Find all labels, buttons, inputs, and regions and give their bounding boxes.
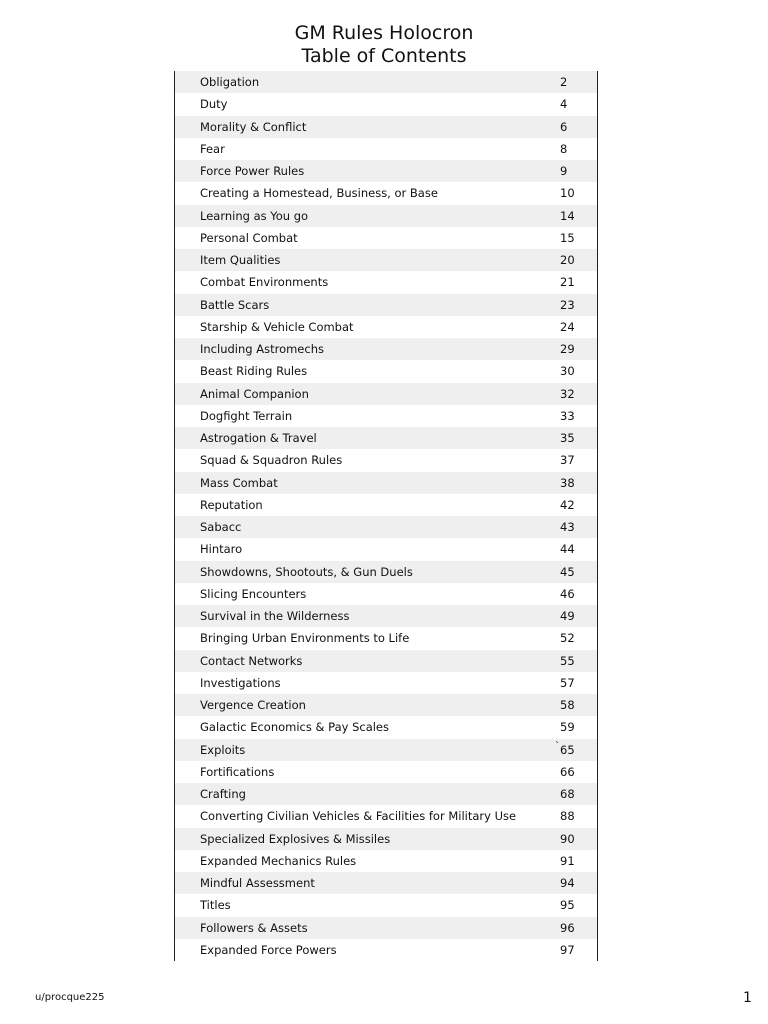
toc-entry-page: 65 [560, 742, 575, 757]
toc-entry-page: 2 [560, 75, 568, 89]
toc-entry-title: Item Qualities [200, 253, 281, 267]
toc-entry-page: 96 [560, 920, 575, 935]
toc-entry-title: Bringing Urban Environments to Life [200, 631, 410, 646]
toc-entry-page: 33 [560, 408, 575, 423]
toc-entry-page: 32 [560, 386, 575, 401]
toc-entry-title: Morality & Conflict [200, 119, 307, 134]
toc-entry-page: 58 [560, 698, 575, 712]
toc-entry-title: Astrogation & Travel [200, 431, 317, 445]
toc-entry-page: 8 [560, 141, 568, 156]
toc-entry-title: Slicing Encounters [200, 586, 307, 601]
toc-entry-title: Obligation [200, 75, 260, 89]
toc-entry-title: Followers & Assets [200, 920, 308, 935]
toc-entry-title: Force Power Rules [200, 164, 305, 178]
toc-row [175, 805, 597, 827]
table-of-contents [174, 71, 598, 961]
toc-entry-title: Crafting [200, 787, 246, 801]
toc-row [175, 427, 597, 449]
toc-row [175, 316, 597, 338]
toc-entry-page: 24 [560, 319, 575, 334]
toc-row [175, 739, 597, 761]
toc-entry-page: 68 [560, 787, 575, 801]
toc-entry-page: 29 [560, 342, 575, 356]
toc-entry-title: Mindful Assessment [200, 876, 315, 890]
toc-entry-title: Duty [200, 97, 228, 112]
toc-entry-page: 55 [560, 653, 575, 668]
toc-entry-title: Specialized Explosives & Missiles [200, 831, 391, 846]
toc-row [175, 205, 597, 227]
toc-entry-page: 15 [560, 230, 575, 245]
toc-row [175, 71, 597, 93]
toc-entry-page: 21 [560, 275, 575, 290]
toc-entry-page: 23 [560, 297, 575, 312]
toc-entry-page: 44 [560, 542, 575, 557]
document-title: GM Rules Holocron [294, 22, 474, 44]
toc-row [175, 249, 597, 271]
toc-entry-title: Reputation [200, 497, 263, 512]
toc-entry-page: 59 [560, 720, 575, 735]
toc-entry-title: Fortifications [200, 764, 275, 779]
toc-entry-title: Sabacc [200, 520, 242, 534]
toc-row [175, 182, 597, 204]
toc-row [175, 383, 597, 405]
toc-row [175, 538, 597, 560]
toc-entry-title: Contact Networks [200, 653, 303, 668]
footer-author: u/procque225 [35, 992, 105, 1003]
toc-entry-page: 45 [560, 564, 575, 579]
toc-row [175, 828, 597, 850]
toc-row [175, 561, 597, 583]
toc-row [175, 405, 597, 427]
toc-row [175, 583, 597, 605]
toc-row [175, 672, 597, 694]
toc-entry-page: 38 [560, 475, 575, 490]
toc-entry-title: Dogfight Terrain [200, 408, 293, 423]
toc-row [175, 494, 597, 516]
toc-entry-page: 10 [560, 186, 575, 201]
toc-entry-title: Including Astromechs [200, 342, 324, 356]
toc-row [175, 716, 597, 738]
toc-row [175, 761, 597, 783]
toc-row [175, 694, 597, 716]
document-subtitle: Table of Contents [301, 45, 467, 67]
toc-entry-page: 91 [560, 853, 575, 868]
toc-entry-page: 97 [560, 942, 575, 957]
toc-entry-page: 9 [560, 164, 568, 178]
toc-row [175, 227, 597, 249]
toc-entry-title: Learning as You go [200, 208, 309, 223]
toc-row [175, 138, 597, 160]
toc-row [175, 360, 597, 382]
toc-entry-title: Titles [200, 898, 231, 913]
toc-entry-page: 37 [560, 453, 575, 468]
toc-row [175, 850, 597, 872]
toc-entry-title: Combat Environments [200, 275, 329, 290]
toc-entry-title: Creating a Homestead, Business, or Base [200, 186, 438, 201]
toc-row [175, 783, 597, 805]
toc-entry-title: Fear [200, 141, 225, 156]
toc-entry-title: Personal Combat [200, 230, 298, 245]
page-title [0, 22, 768, 68]
toc-entry-title: Expanded Force Powers [200, 942, 337, 957]
toc-entry-title: Converting Civilian Vehicles & Facilities for Military Use [200, 809, 517, 824]
toc-entry-page: 88 [560, 809, 575, 824]
toc-entry-page: 14 [560, 208, 575, 223]
toc-row [175, 516, 597, 538]
toc-entry-title: Galactic Economics & Pay Scales [200, 720, 390, 735]
toc-row [175, 472, 597, 494]
toc-entry-title: Investigations [200, 675, 281, 690]
toc-row [175, 93, 597, 115]
toc-entry-page: 90 [560, 831, 575, 846]
toc-row [175, 116, 597, 138]
toc-row [175, 627, 597, 649]
toc-entry-title: Showdowns, Shootouts, & Gun Duels [200, 564, 413, 579]
toc-entry-title: Starship & Vehicle Combat [200, 319, 354, 334]
toc-row [175, 917, 597, 939]
toc-entry-page: 57 [560, 675, 575, 690]
toc-entry-title: Beast Riding Rules [200, 364, 308, 379]
toc-entry-page: 35 [560, 431, 575, 445]
toc-entry-page: 94 [560, 876, 575, 890]
toc-entry-title: Mass Combat [200, 475, 278, 490]
stray-mark: ` [555, 740, 560, 752]
toc-row [175, 872, 597, 894]
toc-entry-title: Battle Scars [200, 297, 270, 312]
toc-entry-page: 30 [560, 364, 575, 379]
toc-entry-page: 4 [560, 97, 568, 112]
toc-row [175, 294, 597, 316]
toc-entry-page: 95 [560, 898, 575, 913]
toc-entry-title: Animal Companion [200, 386, 309, 401]
toc-row [175, 271, 597, 293]
toc-entry-title: Vergence Creation [200, 698, 306, 712]
toc-entry-page: 52 [560, 631, 575, 646]
toc-entry-page: 49 [560, 609, 575, 623]
toc-entry-page: 42 [560, 497, 575, 512]
toc-row [175, 449, 597, 471]
toc-entry-page: 43 [560, 520, 575, 534]
toc-entry-title: Survival in the Wilderness [200, 609, 350, 623]
toc-row [175, 650, 597, 672]
toc-entry-title: Exploits [200, 742, 246, 757]
toc-entry-page: 6 [560, 119, 568, 134]
toc-row [175, 894, 597, 916]
toc-row [175, 605, 597, 627]
footer-page-number: 1 [743, 990, 752, 1006]
toc-entry-title: Hintaro [200, 542, 243, 557]
toc-entry-page: 66 [560, 764, 575, 779]
toc-row [175, 338, 597, 360]
toc-entry-title: Expanded Mechanics Rules [200, 853, 357, 868]
toc-row [175, 939, 597, 961]
toc-entry-page: 46 [560, 586, 575, 601]
toc-row [175, 160, 597, 182]
toc-entry-title: Squad & Squadron Rules [200, 453, 343, 468]
toc-entry-page: 20 [560, 253, 575, 267]
